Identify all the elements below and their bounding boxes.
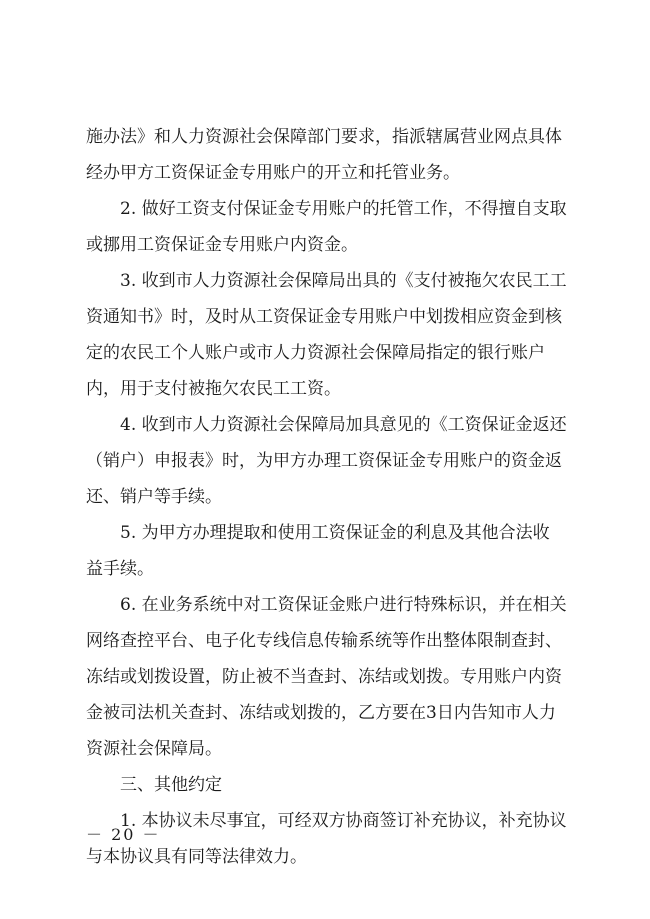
text-line: 或挪用工资保证金专用账户内资金。: [86, 235, 358, 255]
text-line: 施办法》和人力资源社会保障部门要求，指派辖属营业网点具体: [86, 127, 562, 147]
text-line: 冻结或划拨设置，防止被不当查封、冻结或划拨。专用账户内资: [86, 667, 562, 687]
text-line: 6. 在业务系统中对工资保证金账户进行特殊标识，并在相关: [120, 595, 567, 615]
text-line: 经办甲方工资保证金专用账户的开立和托管业务。: [86, 163, 460, 183]
text-line: 与本协议具有同等法律效力。: [86, 847, 307, 867]
text-line: 网络查控平台、电子化专线信息传输系统等作出整体限制查封、: [86, 631, 562, 651]
text-line: （销户）申报表》时，为甲方办理工资保证金专用账户的资金返: [86, 451, 562, 471]
text-line: 4. 收到市人力资源社会保障局加具意见的《工资保证金返还: [120, 415, 567, 435]
text-line: 还、销户等手续。: [86, 487, 222, 507]
page-number: － 20 －: [86, 825, 161, 844]
text-line: 5. 为甲方办理提取和使用工资保证金的利息及其他合法收: [120, 523, 550, 543]
text-line: 益手续。: [86, 559, 154, 579]
section-heading: 三、其他约定: [120, 775, 222, 795]
text-line: 金被司法机关查封、冻结或划拨的，乙方要在3日内告知市人力: [86, 703, 556, 723]
text-line: 3. 收到市人力资源社会保障局出具的《支付被拖欠农民工工: [120, 271, 567, 291]
text-line: 资源社会保障局。: [86, 739, 222, 759]
text-line: 资通知书》时，及时从工资保证金专用账户中划拨相应资金到核: [86, 307, 562, 327]
text-line: 内，用于支付被拖欠农民工工资。: [86, 379, 341, 399]
text-line: 2. 做好工资支付保证金专用账户的托管工作，不得擅自支取: [120, 199, 567, 219]
text-line: 1. 本协议未尽事宜，可经双方协商签订补充协议，补充协议: [120, 811, 567, 831]
text-line: 定的农民工个人账户或市人力资源社会保障局指定的银行账户: [86, 343, 545, 363]
